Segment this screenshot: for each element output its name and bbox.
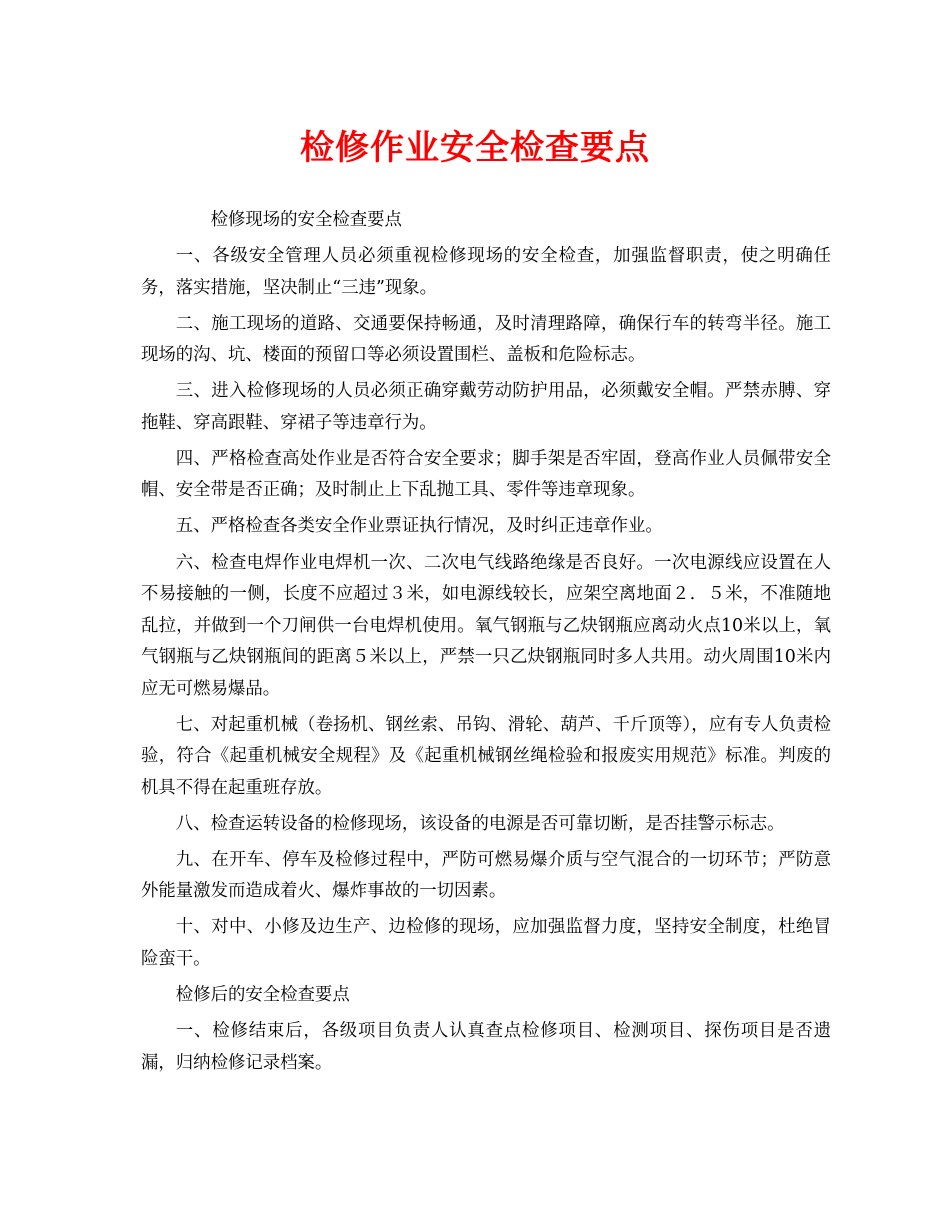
page-title: 检修作业安全检查要点 [300, 128, 650, 168]
section-heading-onsite: 检修现场的安全检查要点 [210, 210, 402, 230]
paragraph-item-3: 三、进入检修现场的人员必须正确穿戴劳动防护用品，必须戴安全帽。严禁赤膊、穿拖鞋、穿高跟鞋、穿裙子等违章行为。 [141, 381, 831, 433]
paragraph-post-item-1: 一、检修结束后，各级项目负责人认真查点检修项目、检测项目、探伤项目是否遗漏，归纳检修记录档案。 [141, 1021, 831, 1073]
section-heading-post: 检修后的安全检查要点 [175, 985, 350, 1006]
paragraph-item-10: 十、对中、小修及边生产、边检修的现场，应加强监督力度，坚持安全制度，杜绝冒险蛮干。 [141, 917, 831, 969]
paragraph-item-2: 二、施工现场的道路、交通要保持畅通，及时清理路障，确保行车的转弯半径。施工现场的沟、坑、楼面的预留口等必须设置围栏、盖板和危险标志。 [141, 313, 831, 366]
paragraph-item-5: 五、严格检查各类安全作业票证执行情况，及时纠正违章作业。 [175, 516, 663, 537]
paragraph-item-9: 九、在开车、停车及检修过程中，严防可燃易爆介质与空气混合的一切环节；严防意外能量激发而造成着火、爆炸事故的一切因素。 [141, 849, 831, 902]
paragraph-item-7: 七、对起重机械（卷扬机、钢丝索、吊钩、滑轮、葫芦、千斤顶等），应有专人负责检验，符合《起重机械安全规程》及《起重机械钢丝绳检验和报废实用规范》标准。判废的机具不得在起重班存放。 [141, 714, 831, 798]
paragraph-item-1: 一、各级安全管理人员必须重视检修现场的安全检查，加强监督职责，使之明确任务，落实措施，坚决制止“三违”现象。 [141, 246, 831, 298]
document-body [141, 205, 831, 1084]
paragraph-item-4: 四、严格检查高处作业是否符合安全要求；脚手架是否牢固，登高作业人员佩带安全帽、安全带是否正确；及时制止上下乱抛工具、零件等违章现象。 [141, 448, 831, 501]
paragraph-item-8: 八、检查运转设备的检修现场，该设备的电源是否可靠切断，是否挂警示标志。 [175, 813, 785, 834]
paragraph-item-6: 六、检查电焊作业电焊机一次、二次电气线路绝缘是否良好。一次电源线应设置在人不易接触的一侧，长度不应超过３米，如电源线较长，应架空离地面２．５米，不准随地乱拉，并做到一个刀闸供一台电焊机使用。氧气钢瓶与乙炔钢瓶应离动火点10米以上，氧气钢瓶与乙炔钢瓶间的距离５米以上，严禁一只乙炔钢瓶同时多人共用。动火周围10米内应无可燃易爆品。 [141, 552, 831, 699]
